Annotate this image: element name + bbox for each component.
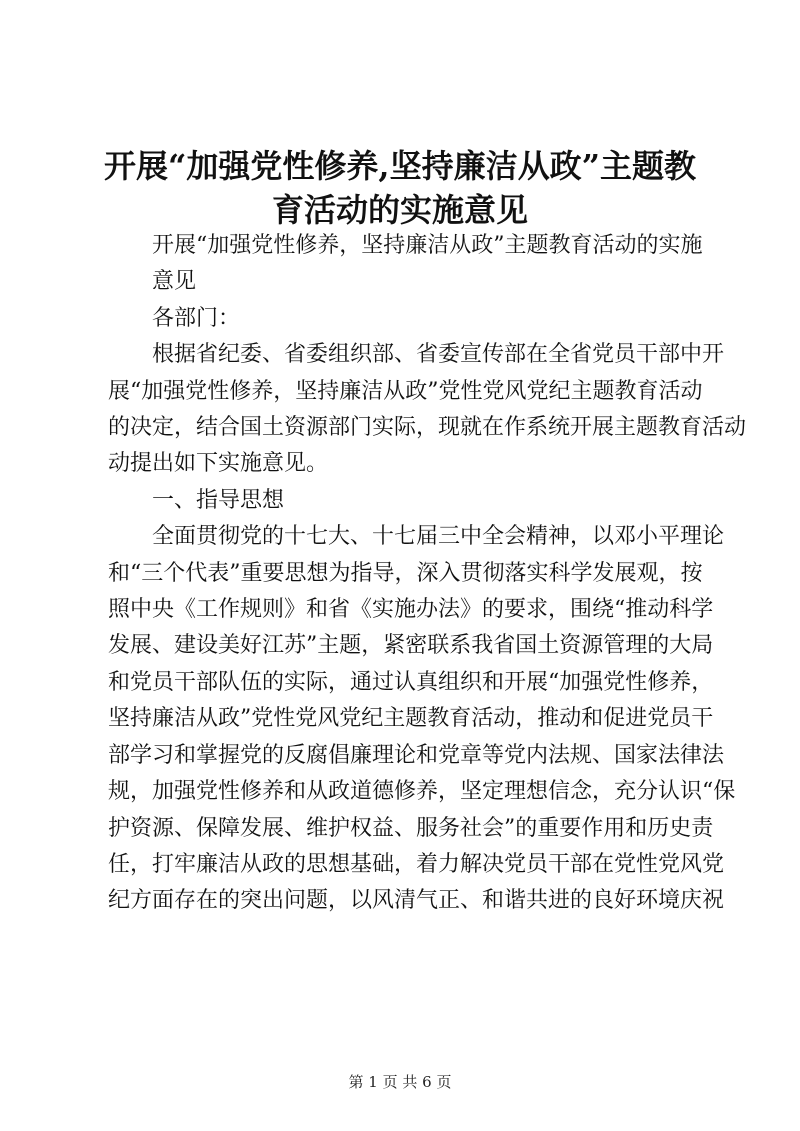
salutation-text: 各部门： [152, 305, 241, 331]
section1-line: 规，加强党性修养和从政道德修养，坚定理想信念，充分认识“保 [108, 779, 736, 805]
subtitle-line-1: 开展“加强党性修养，坚持廉洁从政”主题教育活动的实施 [152, 233, 703, 258]
section1-line: 和党员干部队伍的实际，通过认真组织和开展“加强党性修养， [108, 669, 714, 695]
intro-line: 的决定，结合国土资源部门实际，现就在作系统开展主题教育活动 [108, 415, 747, 441]
section-heading [108, 483, 708, 519]
intro-line: 动提出如下实施意见。 [108, 451, 329, 477]
section1-line: 和“三个代表”重要思想为指导，深入贯彻落实科学发展观，按 [108, 560, 703, 586]
intro-line: 根据省纪委、省委组织部、省委宣传部在全省党员干部中开 [152, 342, 725, 368]
document-title [100, 144, 700, 232]
page-footer [0, 1072, 800, 1092]
section1-line: 照中央《工作规则》和省《实施办法》的要求，围绕“推动科学 [108, 597, 714, 623]
section1-line: 纪方面存在的突出问题，以风清气正、和谐共进的良好环境庆祝 [108, 888, 725, 914]
section1-line: 坚持廉洁从政”党性党风党纪主题教育活动，推动和促进党员干 [108, 706, 714, 732]
section1-line: 全面贯彻党的十七大、十七届三中全会精神，以邓小平理论 [152, 524, 725, 550]
title-line-1: 开展“加强党性修养,坚持廉洁从政”主题教 [104, 147, 696, 185]
page-number: 第 1 页 共 6 页 [348, 1073, 452, 1091]
intro-paragraph [108, 337, 747, 483]
section1-line: 任，打牢廉洁从政的思想基础，着力解决党员干部在党性党风党 [108, 851, 725, 877]
intro-line: 展“加强党性修养，坚持廉洁从政”党性党风党纪主题教育活动 [108, 378, 703, 404]
subtitle [108, 228, 708, 301]
salutation [108, 301, 708, 337]
document-body [108, 228, 747, 920]
title-line-2: 育活动的实施意见 [271, 191, 528, 229]
section1-line: 部学习和掌握党的反腐倡廉理论和党章等党内法规、国家法律法 [108, 742, 725, 768]
section1-paragraph [108, 519, 736, 919]
section1-line: 发展、建设美好江苏”主题，紧密联系我省国土资源管理的大局 [108, 633, 714, 659]
subtitle-line-2: 意见 [152, 269, 197, 295]
section1-heading: 一、指导思想 [152, 487, 285, 513]
section1-line: 护资源、保障发展、维护权益、服务社会”的重要作用和历史责 [108, 815, 714, 841]
